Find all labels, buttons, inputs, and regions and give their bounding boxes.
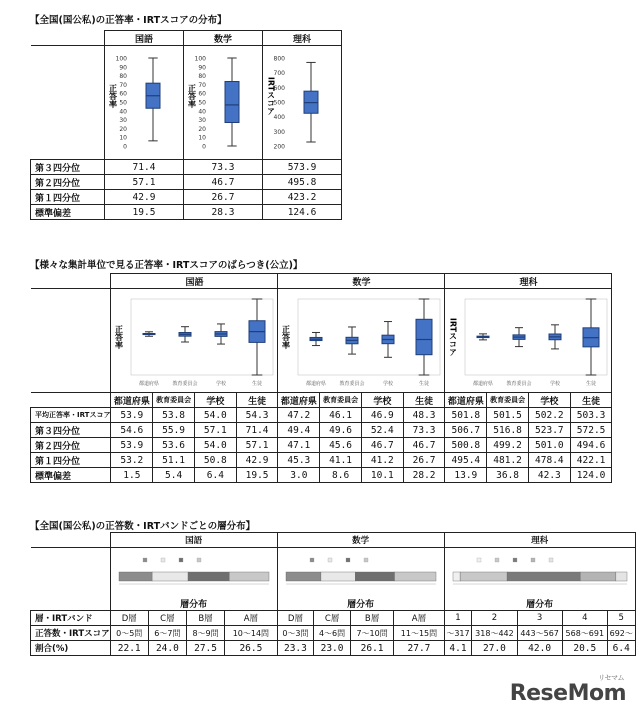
s3-bar-segment [119, 572, 152, 581]
s2-chart-sugaku [278, 289, 445, 393]
section1-table [30, 30, 342, 220]
s3-ratio-cell: 26.1 [350, 641, 393, 656]
s1-tick-label: 200 [273, 143, 285, 151]
s1-tick-label: 70 [119, 81, 127, 89]
s1-tick-label: 50 [119, 99, 127, 107]
s2-cell: 49.4 [278, 423, 320, 438]
s2-chart-rika [445, 289, 612, 393]
s2-cell: 481.2 [487, 453, 529, 468]
s2-row [31, 408, 612, 423]
s1-chart-rika [263, 46, 342, 160]
s2-cell: 500.8 [445, 438, 487, 453]
s2-cell: 499.2 [487, 438, 529, 453]
s2-cell: 48.3 [403, 408, 445, 423]
s3-bar-segment [355, 572, 394, 581]
s3-legend-swatch [495, 558, 499, 562]
s2-cell: 54.0 [194, 438, 236, 453]
s2-x-tick: 学校 [216, 381, 227, 387]
s2-row [31, 453, 612, 468]
s1-tick-label: 10 [119, 134, 127, 142]
s3-layer-cell: C層 [148, 611, 186, 626]
s3-legend-swatch [549, 558, 553, 562]
s2-cell: 42.3 [528, 468, 570, 483]
s3-range-cell: 6～7問 [148, 626, 186, 641]
s2-x-tick: 生徒 [586, 381, 597, 387]
s3-range-cell: 443～567 [517, 626, 562, 641]
s1-chart-sugaku [184, 46, 263, 160]
s1-axis-label: 正答率 [187, 84, 197, 108]
s2-cell: 47.1 [278, 438, 320, 453]
s2-cell: 53.9 [111, 438, 153, 453]
s2-cell: 57.1 [236, 438, 278, 453]
s2-x-tick: 学校 [383, 381, 394, 387]
s2-boxplot [445, 289, 611, 389]
s2-unit-label: 都道府県 [278, 393, 320, 408]
s1-axis-label: 正答率 [108, 84, 118, 108]
s2-x-tick: 生徒 [252, 381, 263, 387]
s2-unit-label: 学校 [361, 393, 403, 408]
s2-cell: 124.0 [570, 468, 612, 483]
s2-cell: 8.6 [320, 468, 362, 483]
s2-unit-label: 都道府県 [445, 393, 487, 408]
s2-cell: 42.9 [236, 453, 278, 468]
s3-layer-cell: B層 [186, 611, 224, 626]
s2-x-tick: 教育委員会 [339, 381, 365, 387]
s1-tick-label: 20 [198, 125, 206, 133]
s2-x-tick: 教育委員会 [506, 381, 532, 387]
s1-tick-label: 100 [194, 55, 206, 63]
s3-chart-kokugo [110, 548, 277, 611]
s2-cell: 51.1 [153, 453, 195, 468]
s1-tick-label: 70 [198, 81, 206, 89]
s1-boxplot [105, 46, 183, 156]
s2-cell: 494.6 [570, 438, 612, 453]
s3-range-cell: 7～10問 [350, 626, 393, 641]
s3-bar-segment [229, 572, 269, 581]
s2-row-label: 第２四分位 [31, 438, 111, 453]
s2-unit-label: 教育委員会 [320, 393, 362, 408]
section2-table [30, 273, 612, 483]
s1-tick-label: 600 [273, 84, 285, 92]
s2-row-label: 第３四分位 [31, 423, 111, 438]
s2-cell: 495.4 [445, 453, 487, 468]
s1-row: 第１四分位 42.9 26.7 423.2 [31, 190, 342, 205]
s1-subject-rika: 理科 [263, 31, 342, 46]
s2-cell: 501.0 [528, 438, 570, 453]
s2-unit-label: 都道府県 [111, 393, 153, 408]
s1-tick-label: 800 [273, 55, 285, 63]
section2-title: 【様々な集計単位で見る正答率・IRTスコアのばらつき(公立)】 [30, 260, 303, 271]
s3-stacked-bar [278, 548, 444, 594]
s2-cell: 6.4 [194, 468, 236, 483]
s2-cell: 73.3 [403, 423, 445, 438]
s3-layer-cell: D層 [110, 611, 148, 626]
s3-range-row: 正答数・IRTスコア 0～5問 6～7問 8～9問 10～14問 0～3問 4～6問 7～10問 11～15問 ～317 318～442 443～567 568～691 692～ [31, 626, 636, 641]
s3-range-cell: 11～15問 [394, 626, 444, 641]
s1-tick-label: 40 [119, 108, 127, 116]
s2-cell: 501.8 [445, 408, 487, 423]
s3-bar-segment [321, 572, 355, 581]
s2-cell: 523.7 [528, 423, 570, 438]
s1-tick-label: 30 [119, 117, 127, 125]
s1-chart-kokugo [105, 46, 184, 160]
s3-bar-segment [507, 572, 580, 581]
s3-layer-cell: D層 [277, 611, 314, 626]
s2-cell: 506.7 [445, 423, 487, 438]
s2-cell: 52.4 [361, 423, 403, 438]
s3-layer-cell: 4 [562, 611, 607, 626]
s3-ratio-cell: 22.1 [110, 641, 148, 656]
s1-row: 標準偏差 19.5 28.3 124.6 [31, 205, 342, 220]
s1-row: 第２四分位 57.1 46.7 495.8 [31, 175, 342, 190]
s2-boxplot [278, 289, 444, 389]
s3-chart-sugaku [277, 548, 444, 611]
s1-tick-label: 20 [119, 125, 127, 133]
s1-boxplot [263, 46, 341, 156]
s2-cell: 501.5 [487, 408, 529, 423]
s2-cell: 422.1 [570, 453, 612, 468]
s2-cell: 54.6 [111, 423, 153, 438]
s3-range-cell: 0～3問 [277, 626, 314, 641]
s2-unit-label: 学校 [194, 393, 236, 408]
s2-unit-label: 生徒 [570, 393, 612, 408]
s2-cell: 46.7 [361, 438, 403, 453]
s2-unit-header [31, 393, 612, 408]
s2-x-tick: 都道府県 [306, 381, 327, 387]
s3-ratio-cell: 42.0 [517, 641, 562, 656]
s3-bar-segment [460, 572, 507, 581]
s2-cell: 28.2 [403, 468, 445, 483]
s3-legend-swatch [179, 558, 183, 562]
s3-bar-segment [580, 572, 616, 581]
s2-cell: 503.3 [570, 408, 612, 423]
s3-bar-segment [453, 572, 460, 581]
s3-caption-kokugo: 層分布 [180, 600, 208, 610]
s1-tick-label: 100 [115, 55, 127, 63]
s1-axis-label: IRTスコア [266, 76, 276, 116]
s3-layer-row: 層・IRTバンド D層 C層 B層 A層 D層 C層 B層 A層 1 2 3 4 5 [31, 611, 636, 626]
s2-cell: 57.1 [194, 423, 236, 438]
s3-range-cell: 692～ [607, 626, 635, 641]
s3-layer-cell: A層 [225, 611, 277, 626]
s2-x-tick: 都道府県 [139, 381, 160, 387]
s3-bar-segment [152, 572, 188, 581]
s3-layer-cell: 5 [607, 611, 635, 626]
s3-subject-kokugo: 国語 [110, 533, 277, 548]
s2-axis-label: 正答率 [114, 325, 124, 349]
s2-axis-label: 正答率 [281, 325, 291, 349]
s3-ratio-cell: 27.7 [394, 641, 444, 656]
s2-unit-label: 学校 [528, 393, 570, 408]
s1-tick-label: 700 [273, 70, 285, 78]
s3-range-cell: 568～691 [562, 626, 607, 641]
s2-unit-label: 生徒 [236, 393, 278, 408]
s2-cell: 54.0 [194, 408, 236, 423]
s2-row [31, 468, 612, 483]
s2-cell: 41.2 [361, 453, 403, 468]
s1-tick-label: 40 [198, 108, 206, 116]
s3-stacked-bar [111, 548, 277, 594]
s2-cell: 45.3 [278, 453, 320, 468]
section3-table [30, 532, 636, 656]
s3-ratio-cell: 6.4 [607, 641, 635, 656]
s1-tick-label: 10 [198, 134, 206, 142]
section1-title: 【全国(国公私)の正答率・IRTスコアの分布】 [30, 15, 227, 26]
s3-range-cell: 10～14問 [225, 626, 277, 641]
s2-cell: 46.1 [320, 408, 362, 423]
s2-cell: 53.2 [111, 453, 153, 468]
s2-cell: 50.8 [194, 453, 236, 468]
s3-ratio-cell: 27.5 [186, 641, 224, 656]
s3-layer-cell: 2 [472, 611, 517, 626]
s2-cell: 572.5 [570, 423, 612, 438]
s3-range-cell: 318～442 [472, 626, 517, 641]
s2-box [416, 319, 432, 354]
s2-cell: 36.8 [487, 468, 529, 483]
s1-tick-label: 90 [198, 64, 206, 72]
s3-bar-segment [394, 572, 436, 581]
s3-ratio-cell: 4.1 [444, 641, 472, 656]
s3-subject-sugaku: 数学 [277, 533, 444, 548]
s3-legend-swatch [161, 558, 165, 562]
s2-cell: 3.0 [278, 468, 320, 483]
s2-chart-kokugo [111, 289, 278, 393]
s3-range-cell: 4～6問 [314, 626, 351, 641]
s2-x-tick: 学校 [550, 381, 561, 387]
s2-cell: 516.8 [487, 423, 529, 438]
s1-tick-label: 30 [198, 117, 206, 125]
s3-chart-rika [444, 548, 635, 611]
s2-cell: 1.5 [111, 468, 153, 483]
s3-legend-swatch [143, 558, 147, 562]
section3-title: 【全国(国公私)の正答数・IRTバンドごとの層分布】 [30, 521, 256, 532]
s2-cell: 10.1 [361, 468, 403, 483]
s2-unit-label: 教育委員会 [153, 393, 195, 408]
s3-ratio-cell: 24.0 [148, 641, 186, 656]
s1-tick-label: 90 [119, 64, 127, 72]
s1-box [225, 81, 239, 122]
s2-cell: 54.3 [236, 408, 278, 423]
s1-tick-label: 60 [119, 90, 127, 98]
s2-axis-label: IRTスコア [448, 317, 458, 357]
s1-tick-label: 400 [273, 114, 285, 122]
s2-cell: 53.8 [153, 408, 195, 423]
s2-subject-sugaku: 数学 [278, 274, 445, 289]
s3-layer-cell: C層 [314, 611, 351, 626]
s2-cell: 41.1 [320, 453, 362, 468]
s2-cell: 478.4 [528, 453, 570, 468]
s2-cell: 19.5 [236, 468, 278, 483]
s3-legend-swatch [364, 558, 368, 562]
s3-layer-cell: A層 [394, 611, 444, 626]
s2-x-tick: 教育委員会 [172, 381, 198, 387]
s3-bar-segment [286, 572, 321, 581]
s1-tick-label: 60 [198, 90, 206, 98]
s2-cell: 47.2 [278, 408, 320, 423]
s2-row [31, 423, 612, 438]
s2-cell: 45.6 [320, 438, 362, 453]
s3-legend-swatch [328, 558, 332, 562]
s2-boxplot [111, 289, 277, 389]
s2-cell: 502.2 [528, 408, 570, 423]
s2-row-label: 平均正答率・IRTスコア [31, 408, 111, 423]
s3-range-cell: 8～9問 [186, 626, 224, 641]
s3-legend-swatch [477, 558, 481, 562]
s1-tick-label: 80 [198, 73, 206, 81]
s3-stacked-bar [445, 548, 635, 594]
s1-tick-label: 0 [202, 143, 206, 151]
s3-legend-swatch [513, 558, 517, 562]
s3-legend-swatch [310, 558, 314, 562]
s1-tick-label: 500 [273, 99, 285, 107]
s3-range-cell: ～317 [444, 626, 472, 641]
s2-unit-label: 教育委員会 [487, 393, 529, 408]
s2-cell: 49.6 [320, 423, 362, 438]
s3-ratio-row: 割合(%) 22.1 24.0 27.5 26.5 23.3 23.0 26.1 27.7 4.1 27.0 42.0 20.5 6.4 [31, 641, 636, 656]
s1-tick-label: 300 [273, 128, 285, 136]
s3-layer-cell: 1 [444, 611, 472, 626]
s2-cell: 46.9 [361, 408, 403, 423]
s2-unit-label: 生徒 [403, 393, 445, 408]
s2-subject-rika: 理科 [445, 274, 612, 289]
s2-row-label: 標準偏差 [31, 468, 111, 483]
s2-cell: 5.4 [153, 468, 195, 483]
s2-x-tick: 生徒 [419, 381, 430, 387]
s3-legend-swatch [197, 558, 201, 562]
s3-caption-sugaku: 層分布 [347, 600, 375, 610]
s3-legend-swatch [531, 558, 535, 562]
s1-subject-kokugo: 国語 [105, 31, 184, 46]
s3-legend-swatch [346, 558, 350, 562]
s3-layer-cell: B層 [350, 611, 393, 626]
s2-cell: 13.9 [445, 468, 487, 483]
s1-tick-label: 50 [198, 99, 206, 107]
s3-bar-segment [188, 572, 229, 581]
s3-ratio-cell: 27.0 [472, 641, 517, 656]
s2-row-label: 第１四分位 [31, 453, 111, 468]
s1-boxplot [184, 46, 262, 156]
s2-cell: 53.9 [111, 408, 153, 423]
s2-x-tick: 都道府県 [473, 381, 494, 387]
s1-tick-label: 80 [119, 73, 127, 81]
s3-ratio-cell: 23.0 [314, 641, 351, 656]
resemom-logo: リセマム ReseMom [509, 674, 626, 706]
s3-layer-cell: 3 [517, 611, 562, 626]
s3-range-cell: 0～5問 [110, 626, 148, 641]
s2-row [31, 438, 612, 453]
s3-ratio-cell: 26.5 [225, 641, 277, 656]
s2-cell: 55.9 [153, 423, 195, 438]
s1-row: 第３四分位 71.4 73.3 573.9 [31, 160, 342, 175]
s1-tick-label: 0 [123, 143, 127, 151]
s1-subject-sugaku: 数学 [184, 31, 263, 46]
s2-cell: 46.7 [403, 438, 445, 453]
s2-cell: 53.6 [153, 438, 195, 453]
s3-caption-rika: 層分布 [526, 600, 554, 610]
s3-ratio-cell: 20.5 [562, 641, 607, 656]
s2-cell: 71.4 [236, 423, 278, 438]
s2-subject-kokugo: 国語 [111, 274, 278, 289]
s3-ratio-cell: 23.3 [277, 641, 314, 656]
s3-bar-segment [615, 572, 626, 581]
s3-subject-rika: 理科 [444, 533, 635, 548]
s2-cell: 26.7 [403, 453, 445, 468]
